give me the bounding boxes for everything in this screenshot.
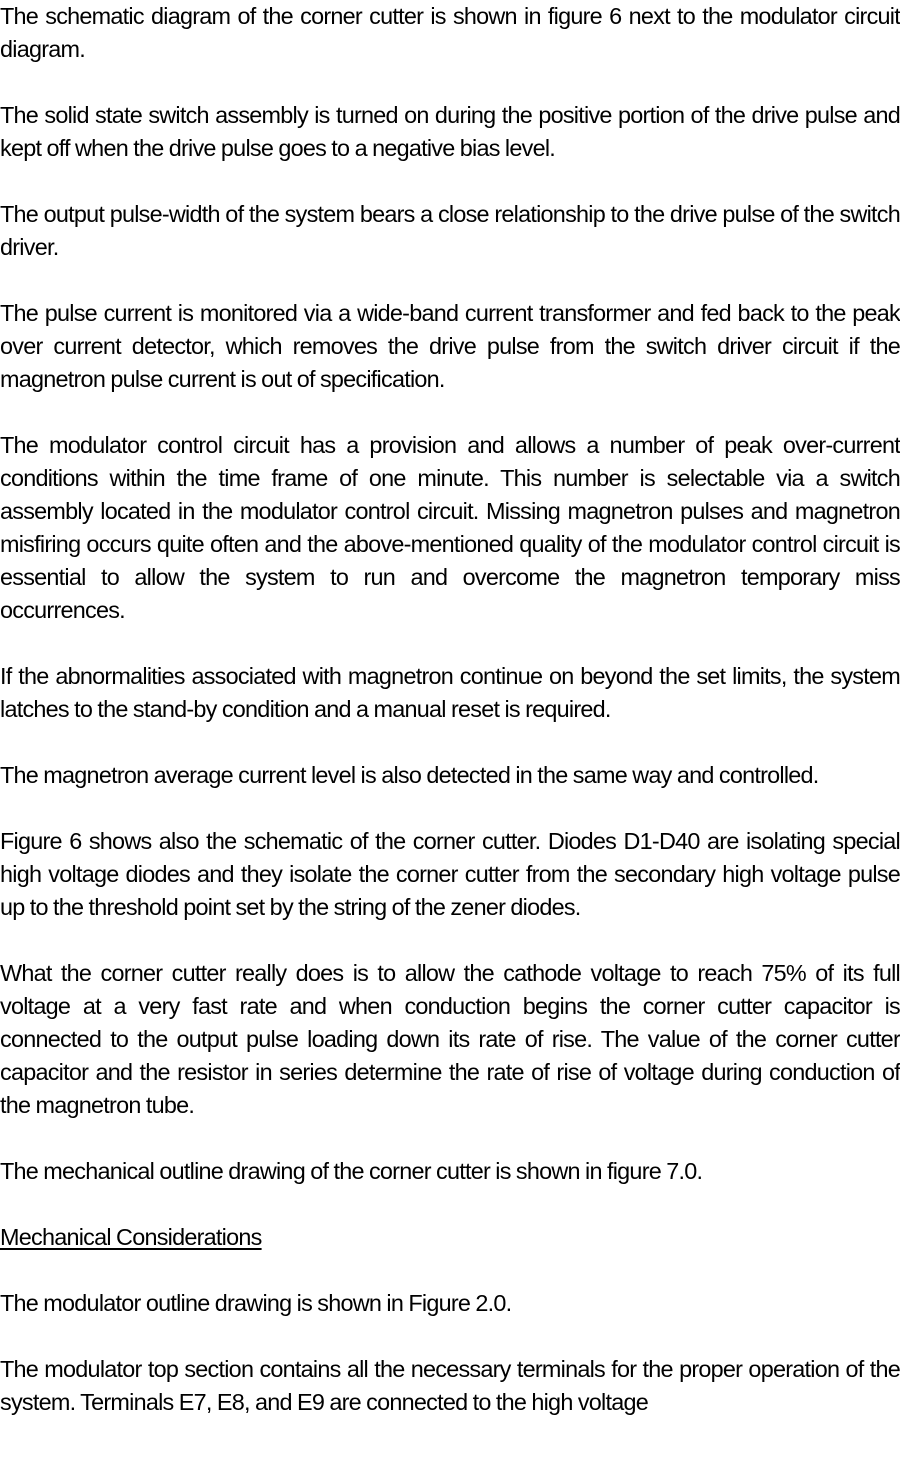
paragraph-mechanical-outline: The mechanical outline drawing of the corner cutter is shown in figure 7.0. [0, 1158, 703, 1184]
paragraph-figure6-corner-cutter: Figure 6 shows also the schematic of the corner cutter. Diodes D1-D40 are isolating special high voltage diodes and they isolate the corner cutter from the secondary high voltage pulse up to the threshold point set by the string of the zener diodes. [0, 828, 900, 920]
paragraph-corner-cutter-function: What the corner cutter really does is to allow the cathode voltage to reach 75% of its full voltage at a very fast rate and when conduction begins the corner cutter capacitor is connected to the output pulse loading down its rate of rise. The value of the corner cutter capacitor and the resistor in series determine the rate of rise of voltage during conduction of the magnetron tube. [0, 960, 900, 1118]
paragraph-pulse-current-monitoring: The pulse current is monitored via a wide-band current transformer and fed back to the peak over current detector, which removes the drive pulse from the switch driver circuit if the magnetron pulse current is out of specification. [0, 300, 900, 392]
paragraph-modulator-top-section: The modulator top section contains all the necessary terminals for the proper operation of the system. Terminals E7, E8, and E9 are connected to the high voltage [0, 1356, 900, 1415]
paragraph-modulator-control: The modulator control circuit has a provision and allows a number of peak over-current conditions within the time frame of one minute. This number is selectable via a switch assembly located in the modulator control circuit. Missing magnetron pulses and magnetron misfiring occurs quite often and the above-mentioned quality of the modulator control circuit is essential to allow the system to run and overcome the magnetron temporary miss occurrences. [0, 432, 900, 623]
paragraph-modulator-outline: The modulator outline drawing is shown in Figure 2.0. [0, 1290, 512, 1316]
paragraph-schematic-intro: The schematic diagram of the corner cutter is shown in figure 6 next to the modulator circuit diagram. [0, 3, 900, 62]
paragraph-abnormalities: If the abnormalities associated with magnetron continue on beyond the set limits, the system latches to the stand-by condition and a manual reset is required. [0, 663, 900, 722]
paragraph-average-current: The magnetron average current level is also detected in the same way and controlled. [0, 762, 819, 788]
paragraph-output-pulse-width: The output pulse-width of the system bears a close relationship to the drive pulse of the switch driver. [0, 201, 900, 260]
section-heading-mechanical-considerations: Mechanical Considerations [0, 1224, 262, 1250]
paragraph-solid-state-switch: The solid state switch assembly is turned on during the positive portion of the drive pulse and kept off when the drive pulse goes to a negative bias level. [0, 102, 900, 161]
